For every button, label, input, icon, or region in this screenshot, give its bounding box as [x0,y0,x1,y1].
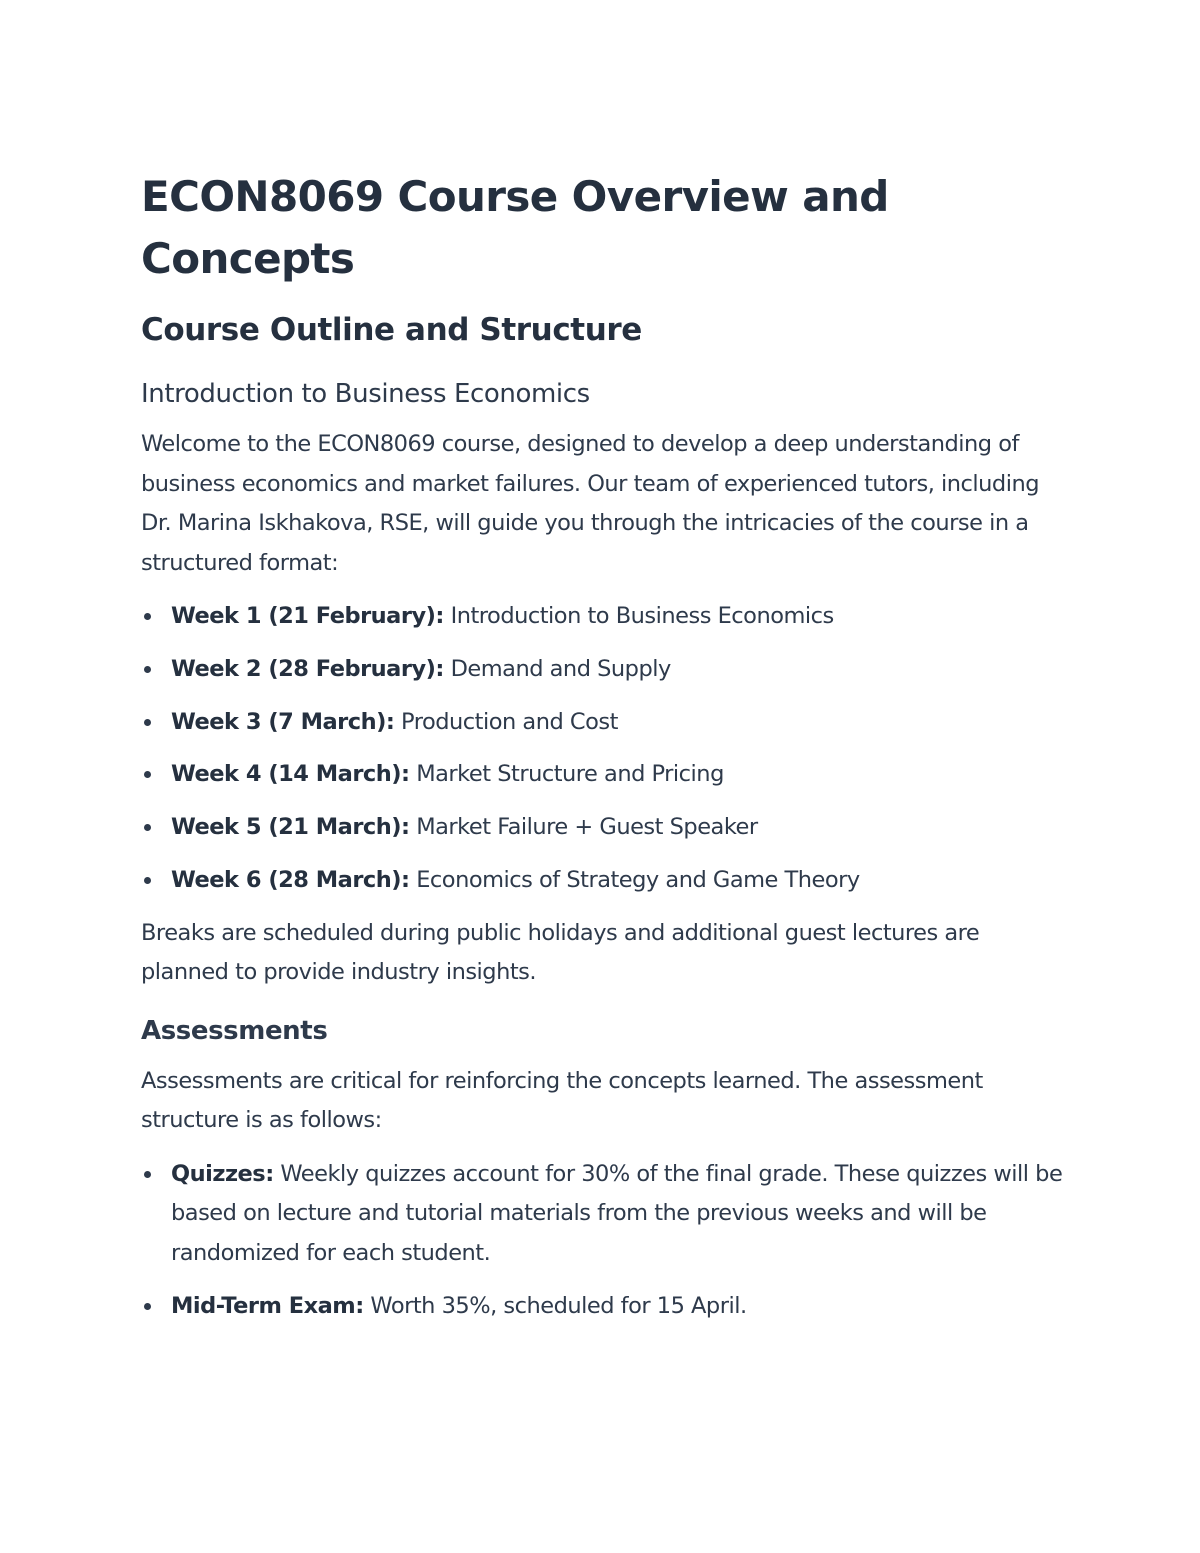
week-topic: Market Structure and Pricing [409,761,724,788]
week-label: Week 4 (14 March): [171,761,410,788]
bullet-icon [144,877,151,884]
assessment-list [141,1155,1071,1326]
list-item [141,597,1071,637]
list-item [141,650,1071,690]
week-label: Week 2 (28 February): [171,655,444,682]
week-topic: Economics of Strategy and Game Theory [409,866,860,893]
list-item [141,703,1071,743]
week-topic: Demand and Supply [443,655,671,682]
list-item [141,1155,1071,1274]
bullet-icon [144,824,151,831]
bullet-icon [144,613,151,620]
assessment-description: Weekly quizzes account for 30% of the final grade. These quizzes will be based on lecture and tutorial materials from the previous weeks and will be randomized for each student. [171,1160,1063,1266]
list-item [141,808,1071,848]
week-topic: Introduction to Business Economics [443,603,834,629]
page-title: ECON8069 Course Overview and Concepts [141,172,889,283]
intro-paragraph: Welcome to the ECON8069 course, designed to develop a deep understanding of business economics and market failures. Our team of experienced tutors, including Dr. Marina Iskhakova, RSE, will guide you through the intricacies of the course in a structured format: [141,431,1040,576]
assessment-label: Mid-Term Exam: [171,1292,364,1319]
assessment-label: Quizzes: [171,1160,274,1187]
intro-heading: Introduction to Business Economics [141,379,590,409]
assessment-description: Worth 35%, scheduled for 15 April. [363,1292,747,1319]
week-label: Week 5 (21 March): [171,814,410,841]
assessments-heading: Assessments [141,1015,328,1046]
week-topic: Market Failure + Guest Speaker [409,814,758,841]
week-label: Week 3 (7 March): [171,708,395,735]
list-item [141,861,1071,901]
assessments-paragraph: Assessments are critical for reinforcing the concepts learned. The assessment structure is as follows: [141,1067,983,1134]
breaks-paragraph: Breaks are scheduled during public holidays and additional guest lectures are planned to provide industry insights. [141,919,980,986]
week-topic: Production and Cost [394,708,618,735]
list-item [141,755,1071,795]
bullet-icon [144,1171,151,1178]
document-page [141,166,1071,1339]
week-label: Week 6 (28 March): [171,866,410,893]
bullet-icon [144,666,151,673]
bullet-icon [144,719,151,726]
week-schedule-list [141,597,1071,900]
bullet-icon [144,1303,151,1310]
list-item [141,1287,1071,1327]
section-heading: Course Outline and Structure [141,312,642,348]
week-label: Week 1 (21 February): [171,603,444,629]
bullet-icon [144,771,151,778]
